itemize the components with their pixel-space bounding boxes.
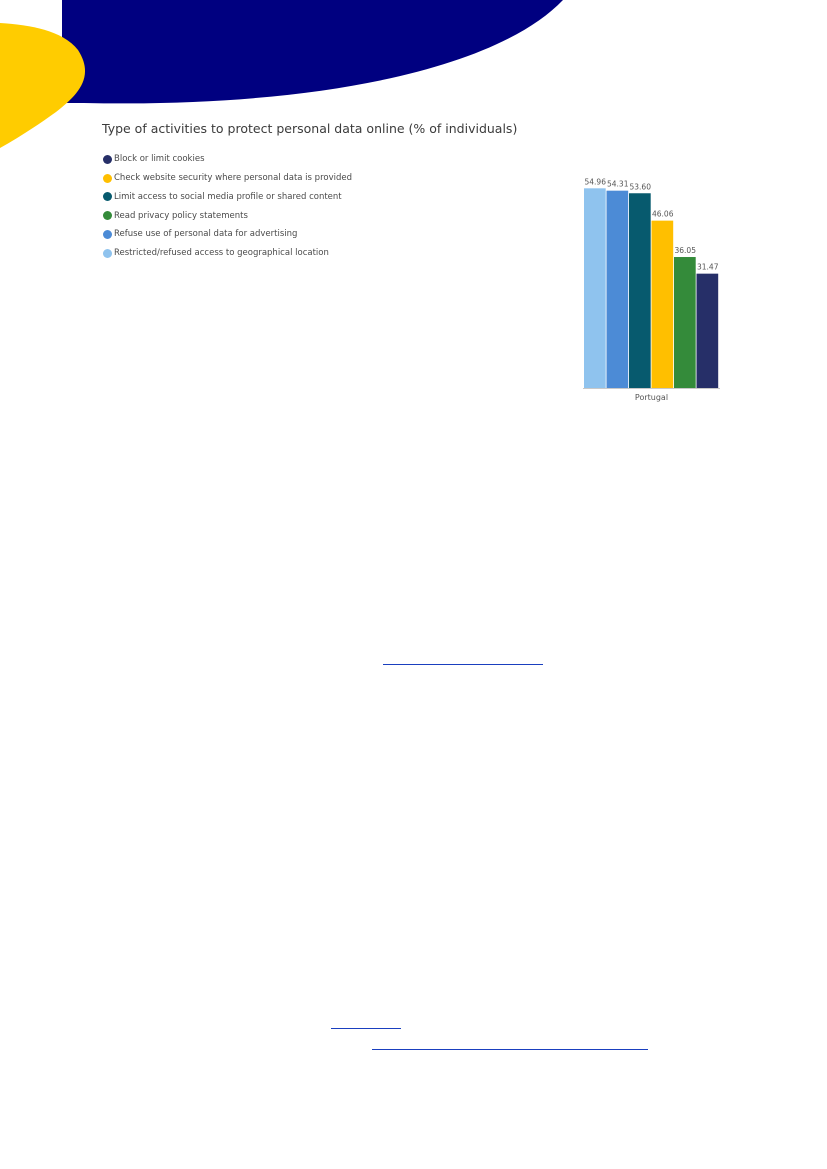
- data-label: 53.60: [629, 182, 651, 192]
- data-label: 54.31: [607, 179, 629, 189]
- data-label: 36.05: [674, 246, 696, 256]
- legend-label: Limit access to social media profile or shared content: [114, 191, 342, 202]
- header-navy-wave: [62, 0, 563, 103]
- legend-item: [103, 206, 352, 225]
- legend-swatch: [103, 211, 112, 220]
- link-underline: [383, 664, 543, 665]
- legend-label: Refuse use of personal data for advertising: [114, 229, 298, 240]
- data-label: 54.96: [584, 177, 606, 187]
- bar: [607, 191, 629, 388]
- bar: [629, 193, 651, 388]
- bar: [674, 257, 696, 388]
- link-underline: [331, 1028, 401, 1029]
- legend-item: [103, 150, 352, 169]
- legend-label: Read privacy policy statements: [114, 210, 248, 221]
- legend-label: Block or limit cookies: [114, 154, 205, 165]
- bar: [652, 221, 674, 388]
- data-label: 31.47: [697, 262, 719, 272]
- header-decoration: [0, 0, 827, 160]
- legend-swatch: [103, 192, 112, 201]
- chart-legend: [103, 150, 352, 263]
- data-label: 46.06: [652, 209, 674, 219]
- bar: [697, 274, 719, 388]
- legend-swatch: [103, 249, 112, 258]
- chart-title: Type of activities to protect personal data online (% of individuals): [102, 121, 518, 136]
- x-tick-label: Portugal: [634, 393, 669, 402]
- legend-item: [103, 188, 352, 207]
- legend-item: [103, 244, 352, 263]
- bar-chart: [570, 150, 730, 410]
- legend-label: Check website security where personal data is provided: [114, 173, 352, 184]
- bar: [584, 188, 606, 388]
- legend-swatch: [103, 174, 112, 183]
- legend-item: [103, 225, 352, 244]
- legend-label: Restricted/refused access to geographical location: [114, 248, 329, 259]
- legend-swatch: [103, 155, 112, 164]
- legend-item: [103, 169, 352, 188]
- link-underline: [372, 1049, 648, 1050]
- legend-swatch: [103, 230, 112, 239]
